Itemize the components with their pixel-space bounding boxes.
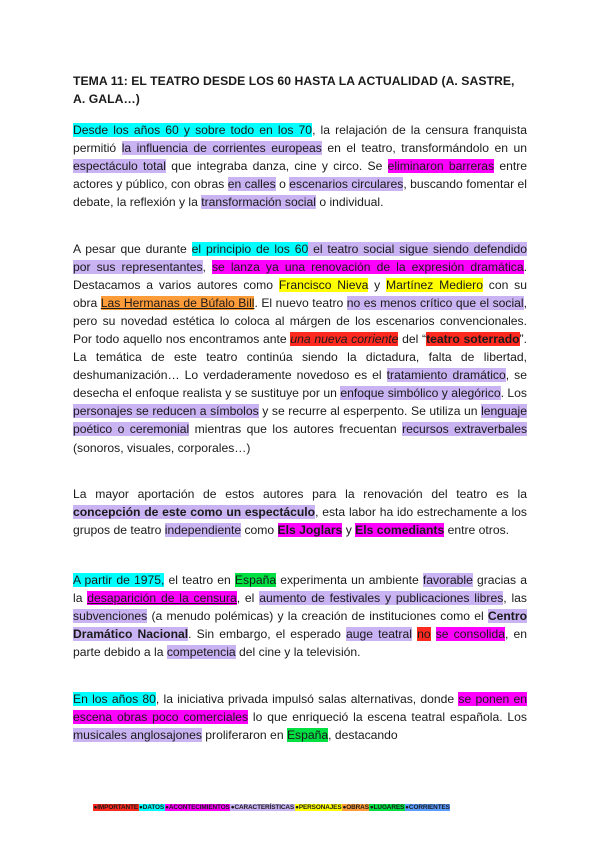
text: que integraba danza, cine y circo. Se bbox=[166, 159, 388, 174]
text: del “ bbox=[398, 332, 427, 347]
text: ”. La temática de este teatro continúa siendo la dictadura, falta de libertad, deshumanización… Lo verdaderamente novedoso es el bbox=[73, 332, 527, 383]
characteristic-highlight: favorable bbox=[422, 573, 473, 587]
event-highlight: eliminaron barreras bbox=[387, 159, 495, 174]
date-highlight: A partir de 1975, bbox=[73, 573, 165, 587]
text: (sonoros, visuales, corporales…) bbox=[73, 440, 251, 455]
text: , destacando bbox=[328, 728, 398, 743]
characteristic-highlight: el teatro social sigue siendo defendido por sus representantes bbox=[73, 242, 527, 275]
text: y se recurre al esperpento. Se utiliza un bbox=[258, 404, 482, 419]
text: como bbox=[241, 523, 278, 538]
text: proliferaron en bbox=[201, 728, 287, 743]
text: La mayor aportación de estos autores para la renovación del teatro es la bbox=[73, 487, 527, 501]
text bbox=[431, 627, 436, 641]
color-legend bbox=[93, 803, 450, 812]
characteristic-highlight: independiente bbox=[164, 523, 242, 538]
important-highlight: una nueva corriente bbox=[290, 332, 399, 347]
date-highlight: el principio de los 60 bbox=[191, 242, 309, 256]
important-highlight: no bbox=[417, 627, 431, 642]
important-highlight: teatro soterrado bbox=[426, 332, 520, 347]
date-highlight: Desde los años 60 y sobre todo en los 70 bbox=[73, 123, 313, 137]
text: , buscando fomentar el debate, la reflexión y la bbox=[73, 177, 527, 210]
legend-currents: ●CORRIENTES bbox=[405, 804, 450, 811]
text: del cine y la televisión. bbox=[235, 645, 361, 660]
characteristic-highlight: no es menos crítico que el social bbox=[346, 296, 524, 311]
event-highlight: se lanza ya una renovación de la expresión dramática bbox=[211, 260, 524, 275]
text: o individual. bbox=[315, 195, 384, 210]
paragraph-3 bbox=[73, 485, 527, 539]
text: , la relajación de la censura franquista permitió bbox=[73, 123, 527, 156]
legend-works: ●OBRAS bbox=[342, 804, 369, 811]
event-highlight: se ponen en escena obras poco comerciales bbox=[73, 692, 527, 725]
text: en el teatro, transformándolo en un bbox=[321, 141, 527, 156]
text: , pero su novedad estética lo coloca al márgen de los escenarios convencionales. Por todo aquello nos encontramos ante bbox=[73, 296, 527, 347]
legend-dates: ●DATOS bbox=[139, 804, 165, 811]
paragraph-5 bbox=[73, 690, 527, 744]
legend-people: ●PERSONAJES bbox=[295, 804, 342, 811]
characteristic-highlight: enfoque simbólico y alegórico bbox=[340, 386, 501, 401]
text: , el bbox=[236, 591, 260, 606]
text: , esta labor ha ido estrechamente a los grupos de teatro bbox=[73, 505, 528, 538]
text: , se desecha el enfoque realista y se sustituye por un bbox=[73, 368, 527, 401]
characteristic-highlight: concepción de este como un espectáculo bbox=[73, 505, 316, 520]
characteristic-highlight: espectáculo total bbox=[73, 159, 166, 174]
date-highlight: En los años 80 bbox=[73, 692, 156, 706]
text: . Los bbox=[500, 386, 528, 401]
text: A pesar que durante bbox=[73, 242, 192, 256]
text: , bbox=[202, 260, 212, 275]
characteristic-highlight: competencia bbox=[166, 645, 236, 660]
text: . El nuevo teatro bbox=[254, 296, 347, 311]
text: , la iniciativa privada impulsó salas alternativas, donde bbox=[155, 692, 459, 706]
characteristic-highlight: en calles bbox=[227, 177, 276, 192]
text: mientras que los autores frecuentan bbox=[189, 422, 403, 437]
characteristic-highlight: Centro Dramático Nacional bbox=[73, 609, 527, 642]
text: y bbox=[342, 523, 356, 538]
place-highlight: España bbox=[234, 573, 277, 587]
event-highlight: se consolida bbox=[435, 627, 505, 642]
characteristic-highlight: transformación social bbox=[201, 195, 316, 210]
characteristic-highlight: auge teatral bbox=[346, 627, 412, 642]
legend-characteristics: ●CARACTERÍSTICAS bbox=[230, 804, 295, 811]
paragraph-2 bbox=[73, 240, 527, 457]
text: con su obra bbox=[73, 278, 527, 311]
text: experimenta un ambiente bbox=[276, 573, 423, 587]
person-highlight: Francisco Nieva bbox=[278, 278, 369, 293]
event-highlight: desaparición de la censura bbox=[87, 591, 237, 606]
text: o bbox=[275, 177, 290, 192]
person-highlight: Martínez Mediero bbox=[386, 278, 483, 293]
characteristic-highlight: tratamiento dramático bbox=[386, 368, 506, 383]
event-highlight: Els comediants bbox=[355, 523, 445, 538]
work-highlight: Las Hermanas de Búfalo Bill bbox=[100, 296, 255, 311]
legend-places: ●LUGARES bbox=[369, 804, 405, 811]
characteristic-highlight: subvenciones bbox=[73, 609, 148, 624]
page-title: TEMA 11: EL TEATRO DESDE LOS 60 HASTA LA ACTUALIDAD (A. SASTRE, A. GALA…) bbox=[73, 74, 515, 106]
characteristic-highlight: recursos extraverbales bbox=[402, 422, 528, 437]
text: . Sin embargo, el esperado bbox=[188, 627, 347, 642]
text: el teatro en bbox=[164, 573, 235, 587]
text: y bbox=[368, 278, 387, 293]
characteristic-highlight: la influencia de corrientes europeas bbox=[121, 141, 322, 156]
text: , las bbox=[503, 591, 528, 606]
text: (a menudo polémicas) y la creación de instituciones como el bbox=[147, 609, 488, 624]
characteristic-highlight: personajes se reducen a símbolos bbox=[73, 404, 259, 419]
event-highlight: Els Joglars bbox=[277, 523, 343, 538]
characteristic-highlight: aumento de festivales y publicaciones libres bbox=[259, 591, 504, 606]
characteristic-highlight: escenarios circulares bbox=[289, 177, 404, 192]
paragraph-1 bbox=[73, 121, 527, 211]
place-highlight: España bbox=[286, 728, 329, 743]
text: lo que enriqueció la escena teatral española. Los bbox=[248, 710, 527, 725]
legend-important: ●IMPORTANTE bbox=[93, 804, 139, 811]
text: . Destacamos a varios autores como bbox=[73, 260, 528, 293]
characteristic-highlight: musicales anglosajones bbox=[73, 728, 202, 743]
legend-events: ●ACONTECIMIENTOS bbox=[165, 804, 230, 811]
text: , en parte debido a la bbox=[73, 627, 527, 660]
text: entre otros. bbox=[444, 523, 510, 538]
text: entre actores y público, con obras bbox=[73, 159, 528, 192]
text: gracias a la bbox=[73, 573, 527, 606]
characteristic-highlight: lenguaje poético o ceremonial bbox=[73, 404, 528, 437]
paragraph-4 bbox=[73, 571, 527, 661]
